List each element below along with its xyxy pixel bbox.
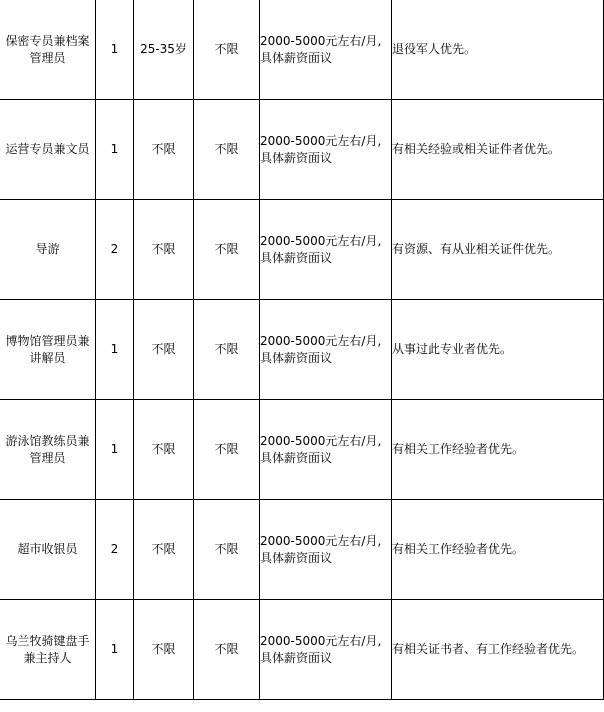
job-title-cell: 博物馆管理员兼讲解员 [0,300,96,400]
education-cell: 不限 [194,100,260,200]
education-cell: 不限 [194,600,260,700]
table-row [0,400,604,500]
table-row [0,100,604,200]
salary-range: 2000-5000元左右/月, [260,333,382,348]
salary-range: 2000-5000元左右/月, [260,633,382,648]
education-cell: 不限 [194,400,260,500]
age-cell: 不限 [134,300,194,400]
requirement-cell: 有资源、有从业相关证件优先。 [392,200,604,300]
salary-cell [260,100,392,200]
age-cell: 不限 [134,600,194,700]
table-row [0,0,604,100]
table-row [0,200,604,300]
job-title-cell: 导游 [0,200,96,300]
education-cell: 不限 [194,200,260,300]
job-title-cell: 运营专员兼文员 [0,100,96,200]
salary-note: 具体薪资面议 [260,350,333,365]
job-title-cell: 保密专员兼档案管理员 [0,0,96,100]
salary-cell [260,0,392,100]
job-title-cell: 超市收银员 [0,500,96,600]
requirement-cell: 退役军人优先。 [392,0,604,100]
salary-cell [260,300,392,400]
headcount-cell: 1 [96,0,134,100]
requirement-cell: 有相关工作经验者优先。 [392,500,604,600]
salary-range: 2000-5000元左右/月, [260,233,382,248]
salary-cell [260,500,392,600]
salary-cell [260,400,392,500]
headcount-cell: 1 [96,100,134,200]
age-cell: 不限 [134,200,194,300]
headcount-cell: 1 [96,400,134,500]
salary-range: 2000-5000元左右/月, [260,533,382,548]
salary-note: 具体薪资面议 [260,650,333,665]
requirement-cell: 从事过此专业者优先。 [392,300,604,400]
table-row [0,500,604,600]
salary-note: 具体薪资面议 [260,150,333,165]
age-cell: 25-35岁 [134,0,194,100]
salary-note: 具体薪资面议 [260,250,333,265]
table-row [0,600,604,700]
table-row [0,300,604,400]
requirement-cell: 有相关经验或相关证件者优先。 [392,100,604,200]
age-cell: 不限 [134,500,194,600]
headcount-cell: 1 [96,600,134,700]
job-title-cell: 游泳馆教练员兼管理员 [0,400,96,500]
salary-note: 具体薪资面议 [260,550,333,565]
salary-note: 具体薪资面议 [260,50,333,65]
salary-range: 2000-5000元左右/月, [260,433,382,448]
headcount-cell: 2 [96,200,134,300]
age-cell: 不限 [134,400,194,500]
education-cell: 不限 [194,300,260,400]
salary-cell [260,200,392,300]
headcount-cell: 2 [96,500,134,600]
salary-range: 2000-5000元左右/月, [260,33,382,48]
job-title-cell: 乌兰牧骑键盘手兼主持人 [0,600,96,700]
education-cell: 不限 [194,500,260,600]
age-cell: 不限 [134,100,194,200]
requirement-cell: 有相关工作经验者优先。 [392,400,604,500]
education-cell: 不限 [194,0,260,100]
headcount-cell: 1 [96,300,134,400]
salary-range: 2000-5000元左右/月, [260,133,382,148]
salary-cell [260,600,392,700]
salary-note: 具体薪资面议 [260,450,333,465]
requirement-cell: 有相关证书者、有工作经验者优先。 [392,600,604,700]
